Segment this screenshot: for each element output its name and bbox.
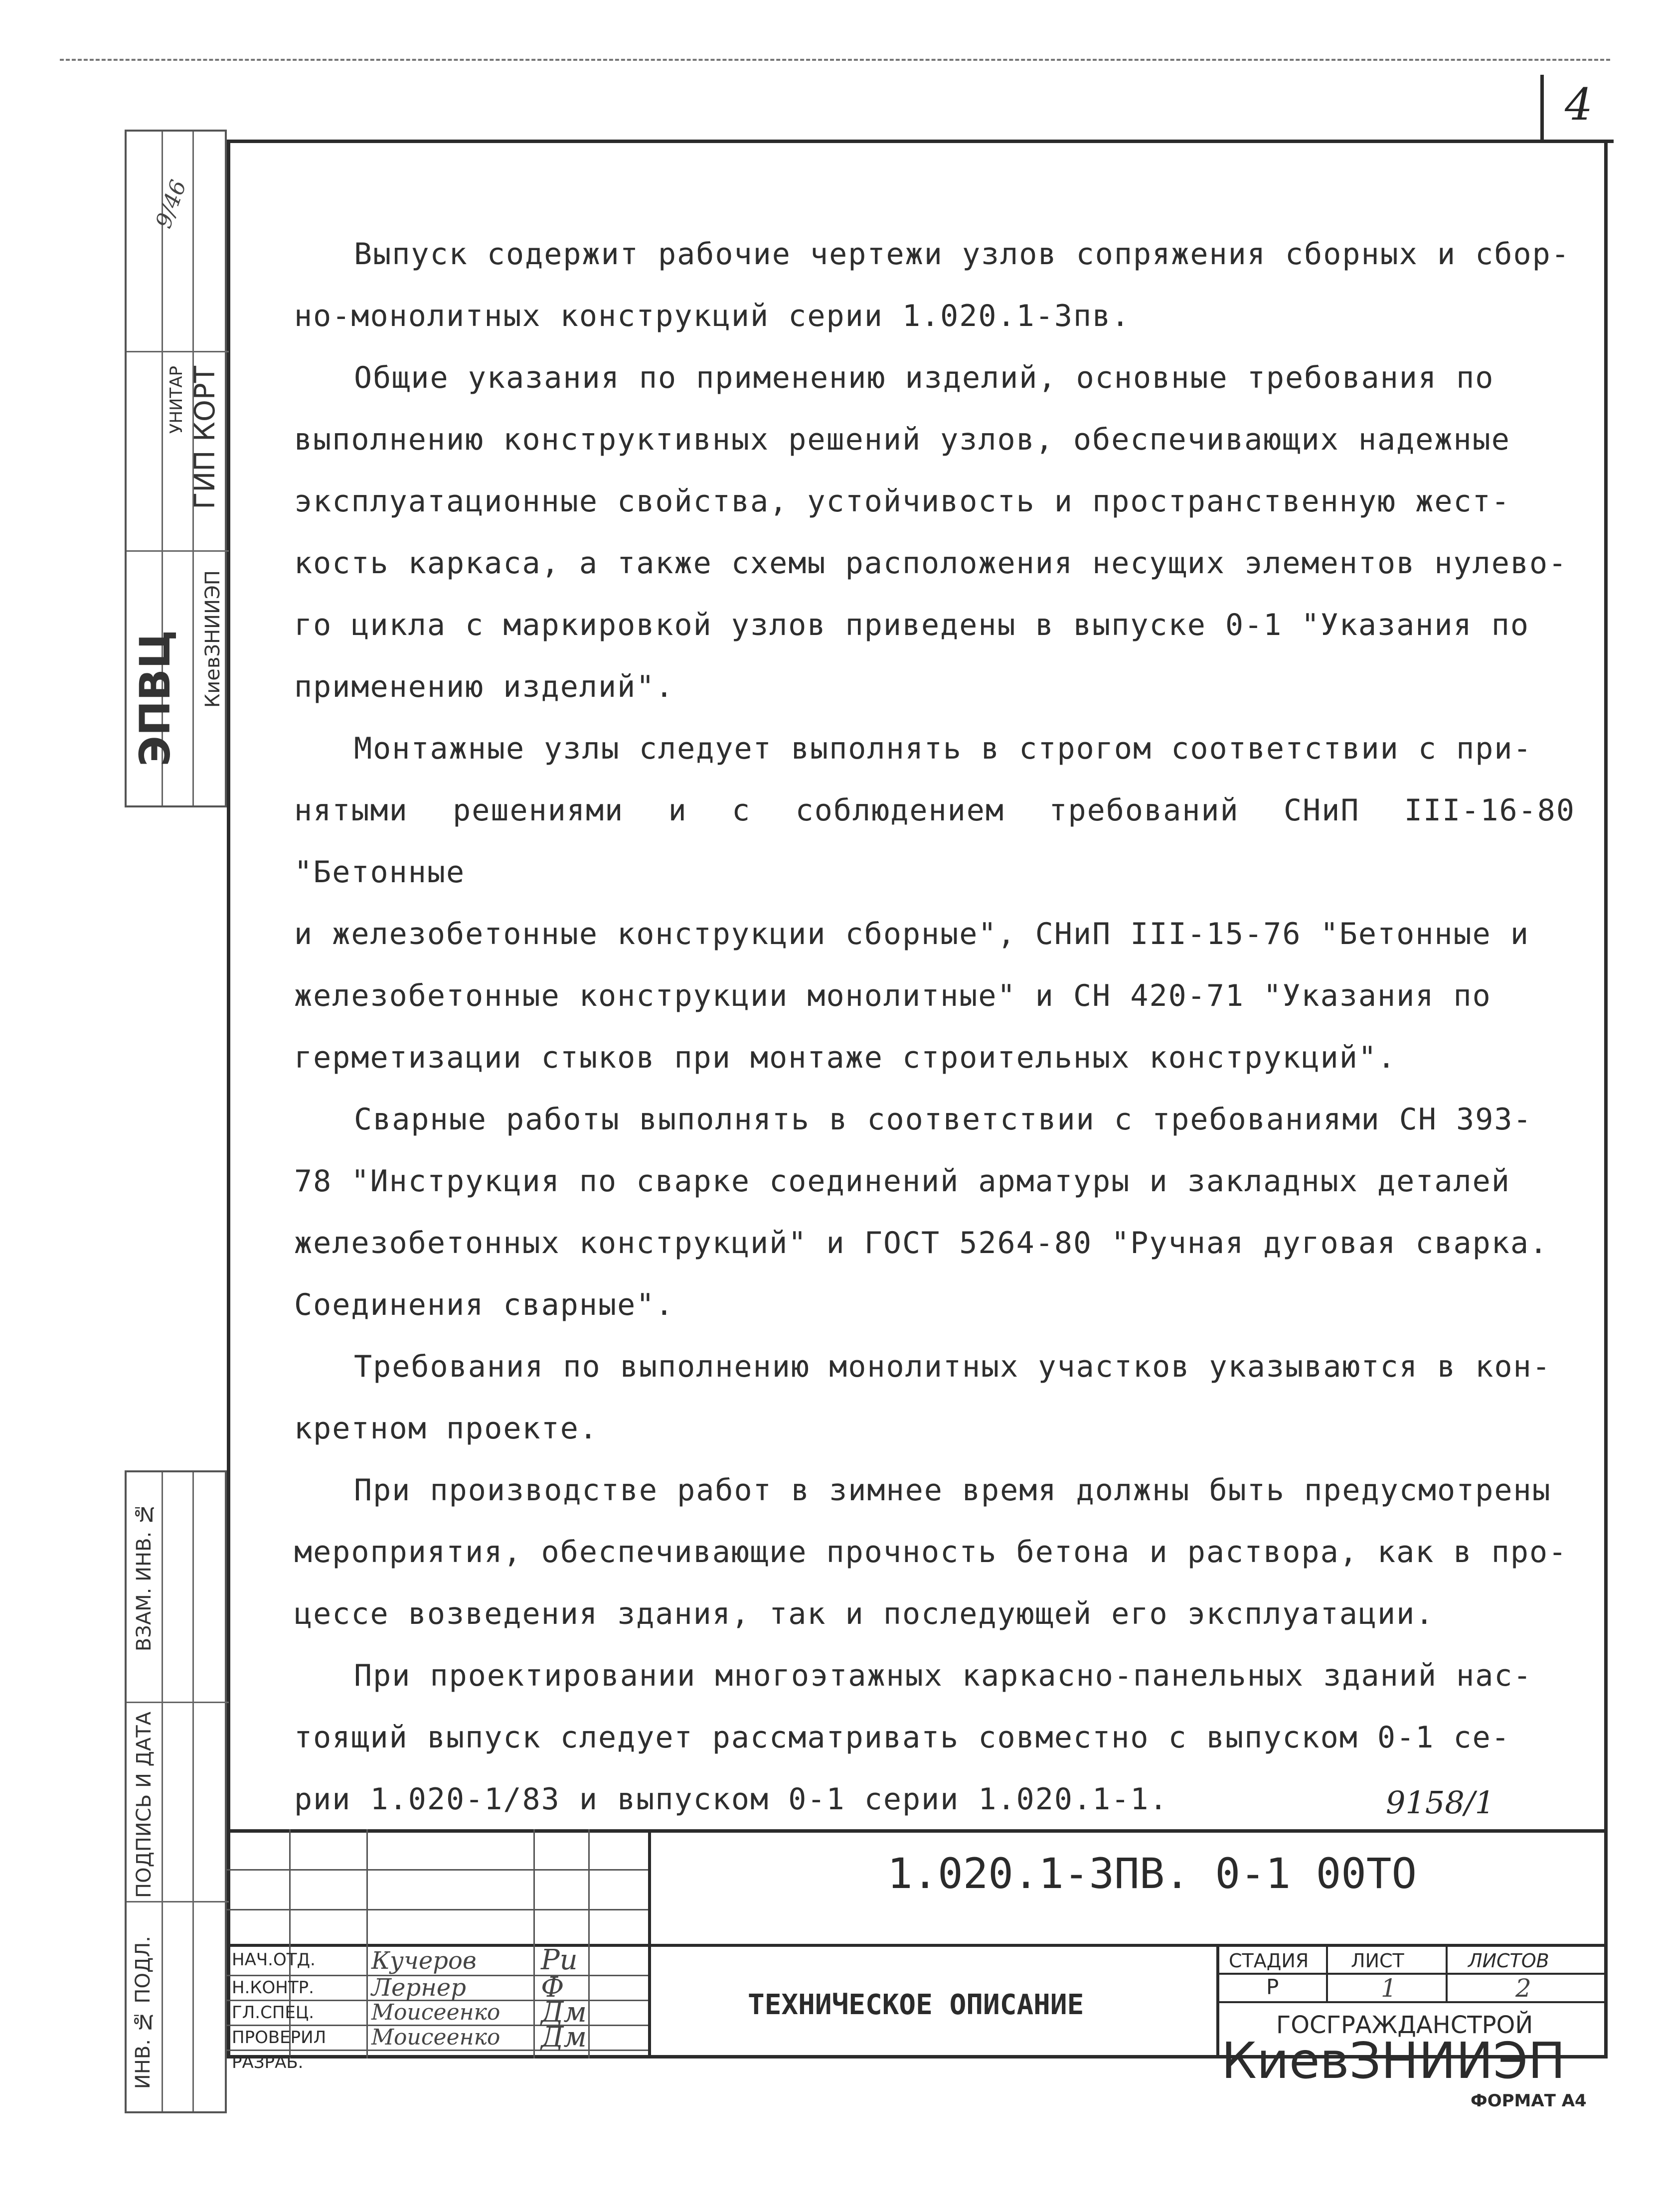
paragraph: При проектировании многоэтажных каркасно-панельных зданий нас- тоящий выпуск следует рассматривать совместно с выпуском 0-1 се- рии 1.020-1/83 и выпуском 0-1 серии 1.020.1-1.: [294, 1658, 1532, 1817]
sidebar-replace-inv: ВЗАМ. ИНВ. №: [133, 1502, 156, 1652]
role-norm-control: Н.КОНТР.: [232, 1978, 314, 1998]
role-head-dept: НАЧ.ОТД.: [232, 1950, 316, 1970]
sheet-value: 1: [1381, 1974, 1397, 2003]
sheets-header: ЛИСТОВ: [1468, 1950, 1549, 1972]
sheet-header: ЛИСТ: [1351, 1950, 1404, 1972]
name-head-dept: Кучеров: [371, 1947, 477, 1975]
doc-title: ТЕХНИЧЕСКОЕ ОПИСАНИЕ: [748, 1989, 1084, 2021]
name-norm-control: Лернер: [371, 1974, 466, 2002]
sidebar-approval-block: [125, 130, 227, 807]
sidebar-inventory-block: [125, 1470, 227, 2113]
role-developed: РАЗРАБ.: [232, 2053, 304, 2072]
paragraph: Выпуск содержит рабочие чертежи узлов сопряжения сборных и сбор- но-монолитных конструкций серии 1.020.1-3пв.: [294, 237, 1570, 333]
stage-value: Р: [1266, 1975, 1279, 1999]
sidebar-signature: 9/46: [151, 176, 192, 232]
org-institute: КиевЗНИИЭП: [1221, 2032, 1566, 2090]
paragraph: Сварные работы выполнять в соответствии с требованиями СН 393- 78 "Инструкция по сварке соединений арматуры и закладных деталей железобетонных конструкций" и ГОСТ 5264-80 "Ручная дуговая сварка. Соединения сварные".: [294, 1102, 1549, 1322]
sheets-value: 2: [1515, 1974, 1531, 2003]
name-chief-specialist: Моисеенко: [371, 2000, 500, 2025]
role-chief-specialist: ГЛ.СПЕЦ.: [232, 2003, 315, 2023]
sidebar-unitar: УНИТАР: [166, 366, 186, 434]
paragraph: Общие указания по применению изделий, основные требования по выполнению конструктивных решений узлов, обеспечивающих надежные эксплуатационные свойства, устойчивость и пространственную жест- кость каркаса, а также схемы расположения несущих элементов нулево- го цикла с маркировкой узлов приведены в выпуске 0-1 "Указания по применению изделий".: [294, 360, 1568, 704]
org-ministry: ГОСГРАЖДАНСТРОЙ: [1276, 2011, 1533, 2039]
sidebar-sign-date: ПОДПИСЬ И ДАТА: [133, 1712, 156, 1898]
paragraph: Монтажные узлы следует выполнять в строгом соответствии с при- нятыми решениями и с соблюдением требований СНиП III-16-80 "Бетонные и железобетонные конструкции сборные", СНиП III-15-76 "Бетонные и железобетонные конструкции монолитные" и СН 420-71 "Указания по герметизации стыков при монтаже строительных конструкций".: [294, 731, 1575, 1075]
doc-number: 9158/1: [1386, 1784, 1495, 1821]
signature-scribble: Дм: [541, 2021, 587, 2054]
designation: 1.020.1-3ПВ. 0-1 00ТО: [887, 1849, 1417, 1898]
signature-scribble: Ри: [541, 1944, 578, 1976]
paragraph: При производстве работ в зимнее время должны быть предусмотрены мероприятия, обеспечивающие прочность бетона и раствора, как в про- цессе возведения здания, так и последующей его эксплуатации.: [294, 1473, 1568, 1631]
page-number: 4: [1540, 75, 1614, 143]
paragraph: Требования по выполнению монолитных участков указываются в кон- кретном проекте.: [294, 1349, 1551, 1446]
sidebar-org-code: ЭПВЦ: [131, 630, 179, 767]
stage-header: СТАДИЯ: [1229, 1950, 1309, 1972]
role-checked: ПРОВЕРИЛ: [232, 2028, 327, 2048]
sidebar-gip: ГИП КОРТ: [189, 366, 221, 509]
sidebar-inv-number: ИНВ. № ПОДЛ.: [132, 1936, 155, 2089]
signature-scribble: Ф: [541, 1971, 564, 2004]
scan-top-edge: [60, 59, 1610, 61]
document-body: [294, 223, 1575, 1830]
sidebar-org-name: КиевЗНИИЭП: [201, 570, 224, 708]
name-checked: Моисеенко: [371, 2025, 500, 2050]
signature-scribble: Дм: [541, 1996, 587, 2029]
format-label: ФОРМАТ А4: [1471, 2091, 1587, 2111]
